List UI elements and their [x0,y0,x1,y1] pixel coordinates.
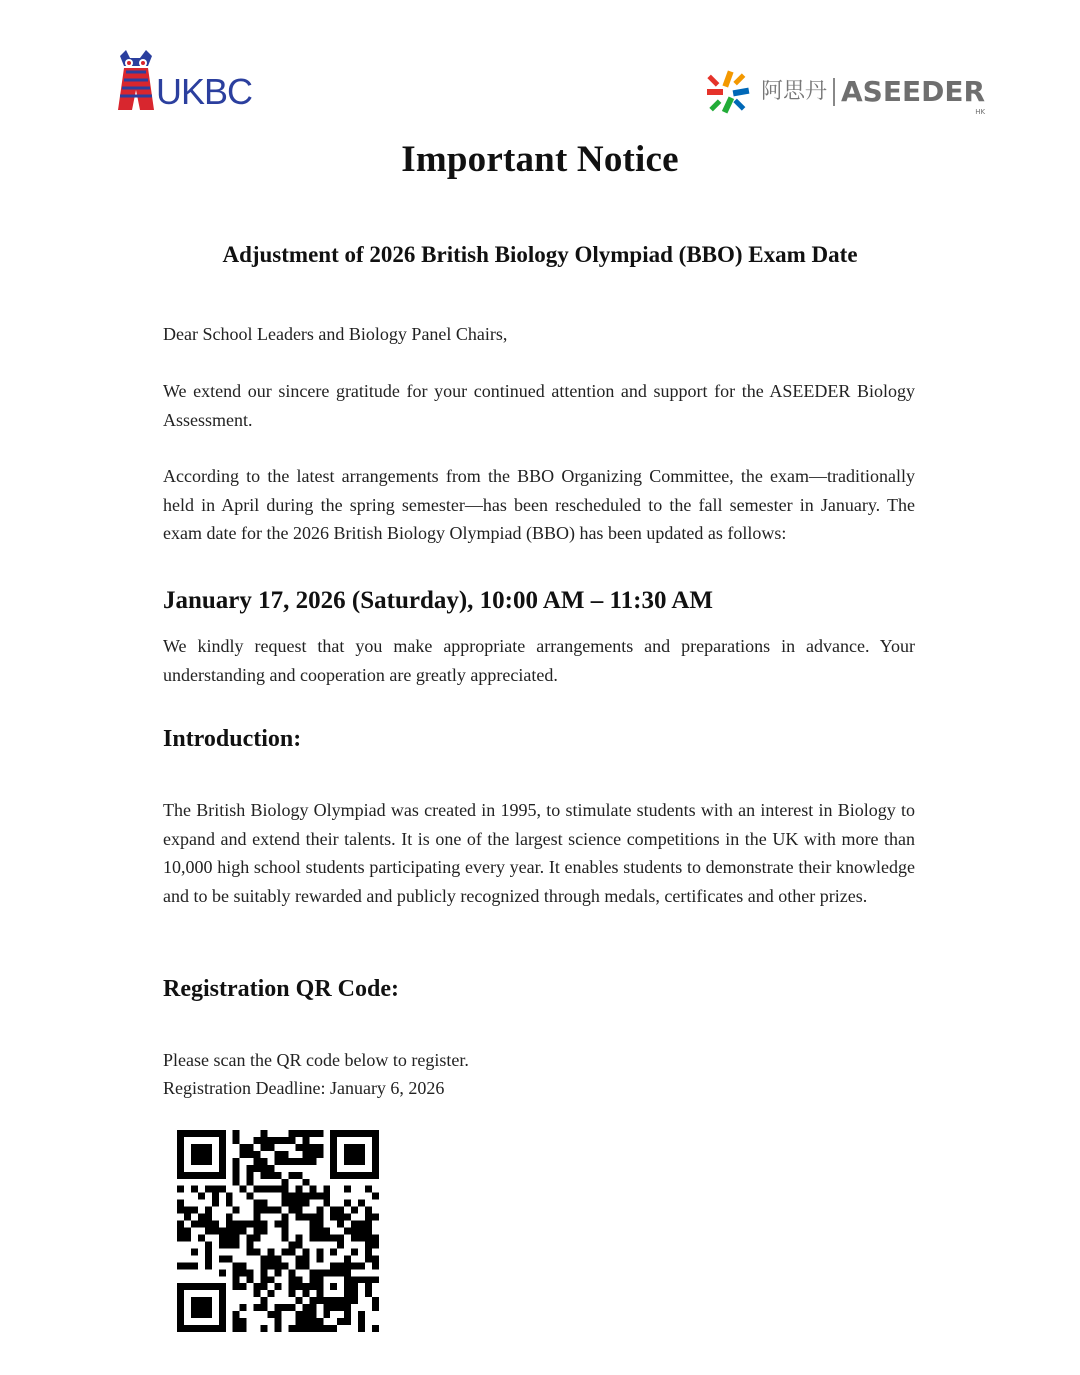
ukbc-logo [116,50,252,112]
aseeder-logo [705,70,985,114]
introduction-heading: Introduction: [163,726,302,752]
aseeder-logo-word: ASEEDER [841,75,986,108]
paragraph-rescheduling: According to the latest arrangements from the BBO Organizing Committee, the exam—traditionally held in April during the spring semester—has been rescheduled to the fall semester in January. The exam date for the 2026 British Biology Olympiad (BBO) has been updated as follows: [163,466,915,543]
logo-divider [833,78,835,106]
exam-date: January 17, 2026 (Saturday), 10:00 AM – 11:30 AM [163,587,713,614]
registration-instruction: Please scan the QR code below to register. [163,1050,469,1070]
aseeder-logo-text [841,75,986,116]
page-title: Important Notice [401,139,679,180]
star-burst-icon [705,69,751,115]
owl-icon [116,50,156,112]
introduction-text: The British Biology Olympiad was created in 1995, to stimulate students with an interest in Biology to expand and extend their talents. It is one of the largest science competitions in the UK with more than 10,000 high school students participating every year. It enables students to demonstrate their knowledge and to be suitably rewarded and publicly recognized through medals, certificates and other prizes. [163,800,915,906]
greeting: Dear School Leaders and Biology Panel Chairs, [163,324,508,344]
ukbc-logo-text: UKBC [156,71,253,112]
aseeder-logo-cn: 阿思丹 [761,79,828,104]
notice-subtitle: Adjustment of 2026 British Biology Olympiad (BBO) Exam Date [222,242,858,267]
registration-heading: Registration QR Code: [163,976,399,1002]
aseeder-logo-sub: HK [975,108,986,116]
registration-deadline: Registration Deadline: January 6, 2026 [163,1078,445,1098]
paragraph-gratitude: We extend our sincere gratitude for your continued attention and support for the ASEEDER Biology Assessment. [163,381,915,430]
paragraph-request: We kindly request that you make appropriate arrangements and preparations in advance. Your understanding and cooperation are greatly appreciated. [163,636,915,685]
qr-code[interactable] [177,1130,379,1332]
